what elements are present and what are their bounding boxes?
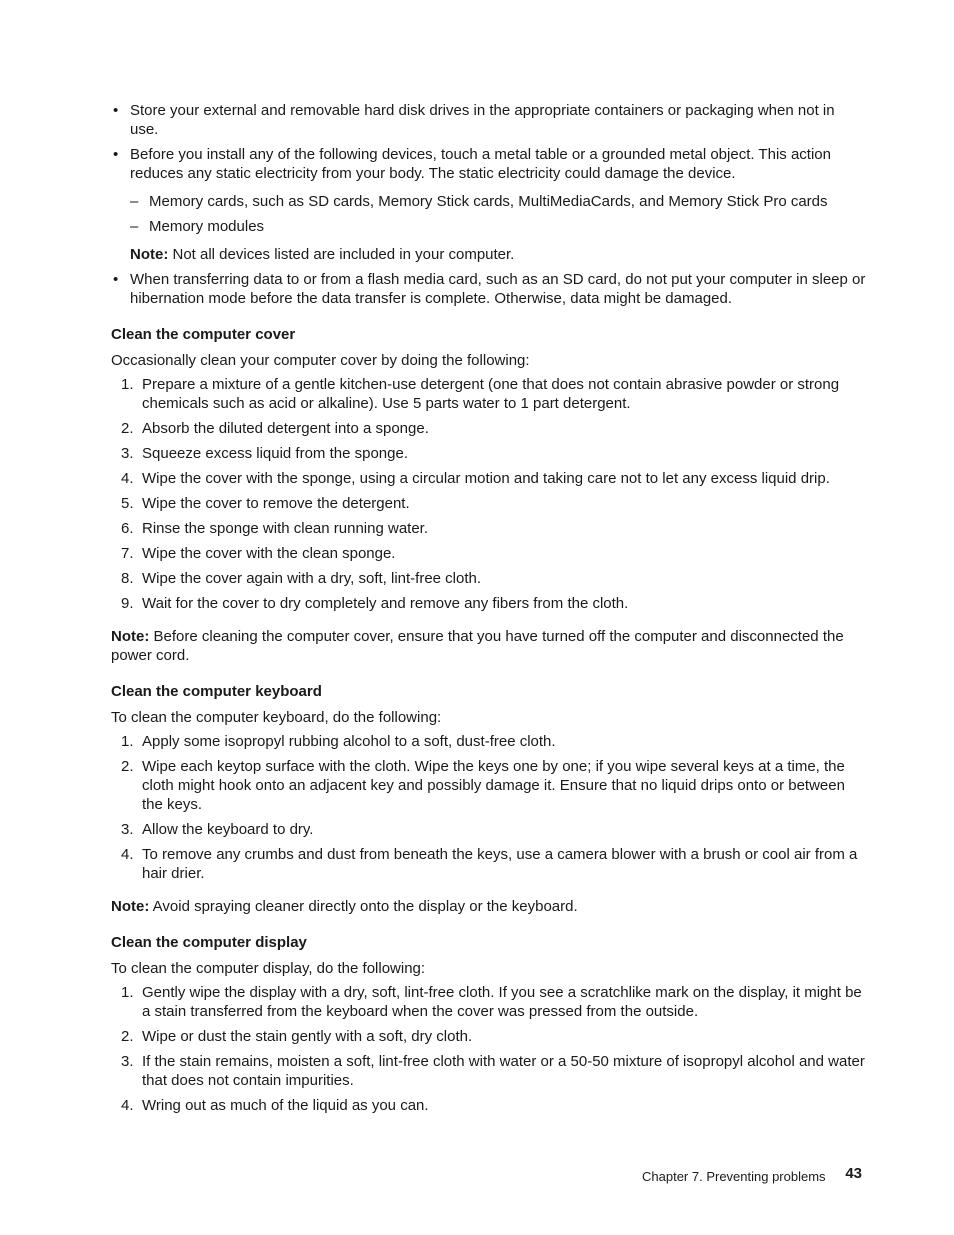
precaution-list-continued: [111, 270, 866, 308]
step-item: [111, 1096, 866, 1115]
list-item-text: Before you install any of the following devices, touch a metal table or a grounded metal object. This action reduces any static electricity from your body. The static electricity could damage the device.: [130, 146, 831, 182]
step-text: Absorb the diluted detergent into a sponge.: [142, 420, 429, 437]
step-text: Wait for the cover to dry completely and remove any fibers from the cloth.: [142, 595, 629, 612]
list-item: [111, 270, 866, 308]
step-number: 1.: [121, 984, 134, 1001]
step-number: 3.: [121, 821, 134, 838]
chapter-title: Chapter 7. Preventing problems: [642, 1169, 826, 1184]
step-number: 1.: [121, 733, 134, 750]
step-item: [111, 469, 866, 488]
step-item: [111, 983, 866, 1021]
step-item: [111, 1052, 866, 1090]
step-number: 3.: [121, 1053, 134, 1070]
step-number: 4.: [121, 846, 134, 863]
note-cover: [111, 627, 866, 665]
display-steps: [111, 983, 866, 1115]
page-number: 43: [845, 1165, 862, 1182]
step-item: [111, 519, 866, 538]
step-text: If the stain remains, moisten a soft, lint-free cloth with water or a 50-50 mixture of isopropyl alcohol and water that does not contain impurities.: [142, 1053, 865, 1089]
step-item: [111, 569, 866, 588]
step-number: 2.: [121, 1028, 134, 1045]
list-item: – Memory modules: [130, 217, 866, 236]
step-item: [111, 757, 866, 814]
step-item: [111, 544, 866, 563]
step-text: Prepare a mixture of a gentle kitchen-use detergent (one that does not contain abrasive powder or strong chemicals such as acid or alkaline). Use 5 parts water to 1 part detergent.: [142, 376, 840, 412]
step-number: 2.: [121, 758, 134, 775]
step-item: [111, 419, 866, 438]
step-item: [111, 1027, 866, 1046]
note-text: Not all devices listed are included in your computer.: [172, 246, 515, 263]
step-text: Wipe the cover again with a dry, soft, lint-free cloth.: [142, 570, 482, 587]
step-text: Gently wipe the display with a dry, soft, lint-free cloth. If you see a scratchlike mark on the display, it might be a stain transferred from the keyboard when the cover was pressed from the outside.: [142, 984, 862, 1020]
step-item: [111, 820, 866, 839]
step-number: 1.: [121, 376, 134, 393]
step-item: [111, 845, 866, 883]
section-heading-display: Clean the computer display: [111, 934, 307, 951]
list-item: – Memory cards, such as SD cards, Memory Stick cards, MultiMediaCards, and Memory Stick Pro cards: [130, 192, 866, 211]
list-item-text: When transferring data to or from a flash media card, such as an SD card, do not put your computer in sleep or hibernation mode before the data transfer is complete. Otherwise, data might be damaged.: [130, 271, 866, 307]
section-intro: To clean the computer display, do the following:: [111, 960, 426, 977]
keyboard-steps: [111, 732, 866, 883]
note-label: Note:: [130, 246, 169, 263]
section-heading-keyboard: Clean the computer keyboard: [111, 683, 322, 700]
step-item: [111, 444, 866, 463]
note-devices: [130, 245, 866, 264]
step-text: Wring out as much of the liquid as you can.: [142, 1097, 429, 1114]
note-keyboard: [111, 897, 866, 916]
note-label: Note:: [111, 898, 150, 915]
note-text: Avoid spraying cleaner directly onto the display or the keyboard.: [152, 898, 578, 915]
step-text: Wipe the cover to remove the detergent.: [142, 495, 410, 512]
section-intro: Occasionally clean your computer cover by doing the following:: [111, 352, 530, 369]
step-number: 4.: [121, 470, 134, 487]
step-number: 5.: [121, 495, 134, 512]
note-label: Note:: [111, 628, 150, 645]
step-text: Wipe the cover with the clean sponge.: [142, 545, 396, 562]
step-text: Rinse the sponge with clean running water.: [142, 520, 429, 537]
precaution-list: [111, 101, 866, 236]
step-text: Wipe each keytop surface with the cloth. Wipe the keys one by one; if you wipe several keys at a time, the cloth might hook onto an adjacent key and possibly damage it. Ensure that no liquid drips onto or between the keys.: [142, 758, 845, 813]
step-item: [111, 494, 866, 513]
step-text: Apply some isopropyl rubbing alcohol to a soft, dust-free cloth.: [142, 733, 556, 750]
section-intro: To clean the computer keyboard, do the following:: [111, 709, 442, 726]
step-text: Wipe the cover with the sponge, using a circular motion and taking care not to let any excess liquid drip.: [142, 470, 830, 487]
step-text: To remove any crumbs and dust from beneath the keys, use a camera blower with a brush or cool air from a hair drier.: [142, 846, 858, 882]
list-item-text: Store your external and removable hard disk drives in the appropriate containers or packaging when not in use.: [130, 102, 835, 138]
step-text: Wipe or dust the stain gently with a soft, dry cloth.: [142, 1028, 473, 1045]
step-text: Allow the keyboard to dry.: [142, 821, 314, 838]
step-text: Squeeze excess liquid from the sponge.: [142, 445, 408, 462]
page-content: [111, 101, 866, 1121]
section-heading-cover: Clean the computer cover: [111, 326, 296, 343]
step-number: 2.: [121, 420, 134, 437]
list-item: [111, 101, 866, 139]
step-number: 3.: [121, 445, 134, 462]
step-number: 9.: [121, 595, 134, 612]
device-list: [130, 192, 866, 236]
step-item: [111, 594, 866, 613]
step-item: [111, 732, 866, 751]
step-number: 6.: [121, 520, 134, 537]
step-number: 8.: [121, 570, 134, 587]
step-number: 7.: [121, 545, 134, 562]
step-number: 4.: [121, 1097, 134, 1114]
cover-steps: [111, 375, 866, 613]
list-item: [111, 145, 866, 236]
note-text: Before cleaning the computer cover, ensure that you have turned off the computer and disconnected the power cord.: [111, 628, 844, 664]
step-item: [111, 375, 866, 413]
